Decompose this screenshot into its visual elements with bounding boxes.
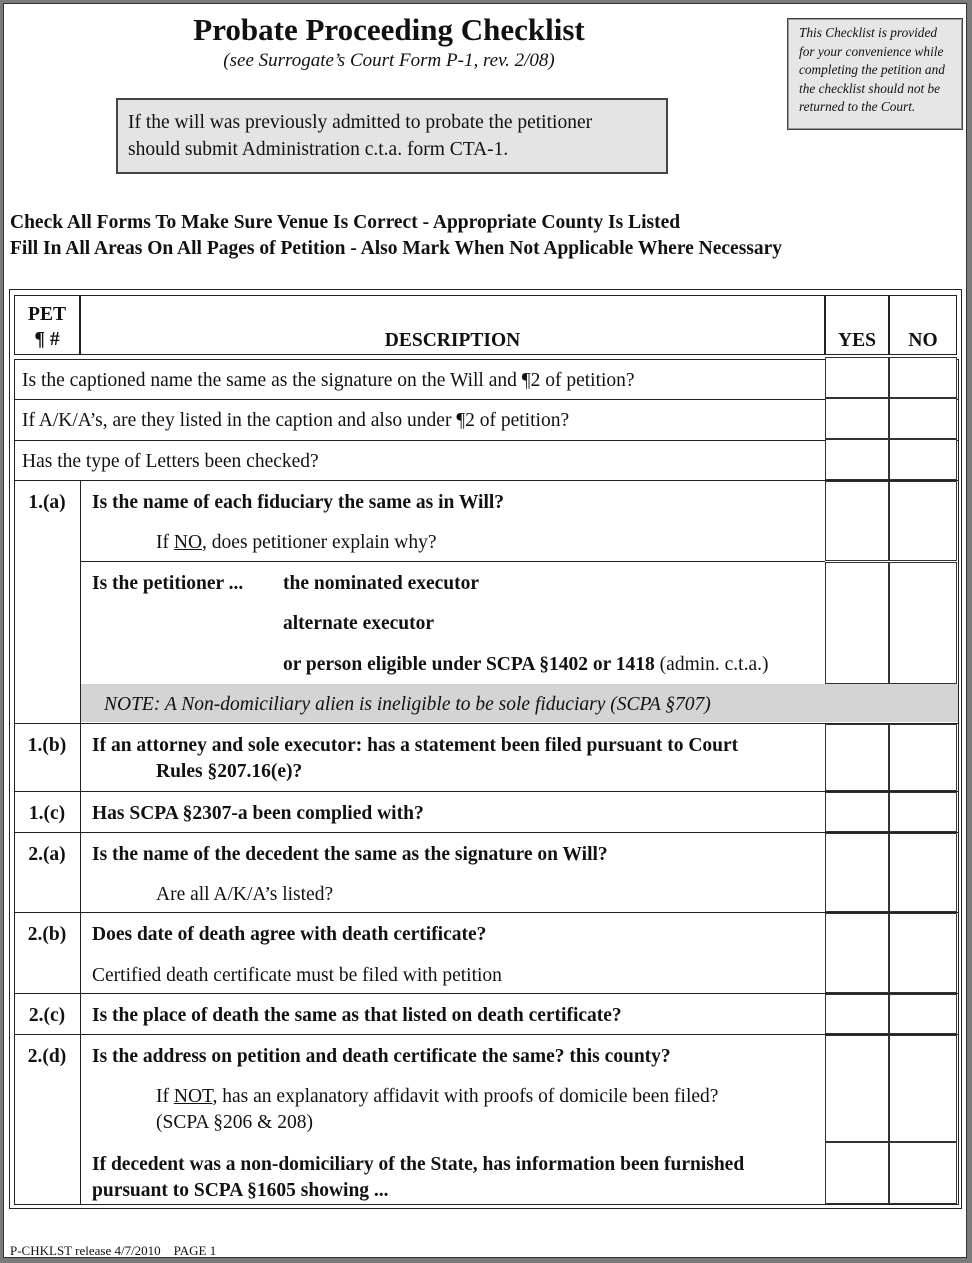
row-divider <box>14 791 959 792</box>
convenience-notice <box>787 18 963 130</box>
page-title: Probate Proceeding Checklist <box>193 12 585 47</box>
paragraph-number: 2.(c) <box>28 1005 66 1026</box>
no-checkbox[interactable] <box>889 833 957 912</box>
yes-checkbox[interactable] <box>825 724 889 791</box>
col-divider <box>958 359 959 1204</box>
question-scpa-2307a: Has SCPA §2307-a been complied with? <box>92 803 424 824</box>
yes-checkbox[interactable] <box>825 562 889 684</box>
no-checkbox[interactable] <box>889 913 957 993</box>
scpa-reference: (SCPA §206 & 208) <box>156 1112 313 1133</box>
paragraph-number: 2.(a) <box>28 844 66 865</box>
cta-note-box <box>116 98 668 174</box>
instruction-venue: Check All Forms To Make Sure Venue Is Correct - Appropriate County Is Listed <box>10 212 681 233</box>
yes-checkbox[interactable] <box>825 913 889 993</box>
question-attorney-executor-cont: Rules §207.16(e)? <box>156 761 303 782</box>
row-divider <box>14 1204 959 1205</box>
header-paragraph-label: ¶ # <box>34 329 60 350</box>
option-nominated-executor: the nominated executor <box>283 573 480 594</box>
note-death-certificate: Certified death certificate must be filed with petition <box>92 965 502 986</box>
no-checkbox[interactable] <box>889 357 957 398</box>
form-reference: (see Surrogate’s Court Form P-1, rev. 2/08) <box>223 50 555 71</box>
no-checkbox[interactable] <box>889 481 957 561</box>
row-divider <box>14 399 959 400</box>
yes-checkbox[interactable] <box>825 1142 889 1204</box>
notice-line-4: the checklist should not be <box>799 80 941 96</box>
underlined-no: NO <box>173 532 203 553</box>
row-divider <box>14 359 959 360</box>
paragraph-number: 2.(b) <box>27 924 67 945</box>
note-nondomiciliary-alien: NOTE: A Non-domiciliary alien is ineligible to be sole fiduciary (SCPA §707) <box>104 694 711 715</box>
header-pet-label: PET <box>28 304 66 325</box>
no-checkbox[interactable] <box>889 994 957 1034</box>
notice-line-5: returned to the Court. <box>799 99 916 114</box>
question-domicile-affidavit <box>156 1086 718 1108</box>
row-divider <box>14 440 959 441</box>
question-place-of-death: Is the place of death the same as that listed on death certificate? <box>92 1005 622 1026</box>
checklist-page <box>3 3 967 1258</box>
header-yes-cell <box>825 295 889 355</box>
col-divider <box>80 480 81 1204</box>
question-fiduciary-name: Is the name of each fiduciary the same as in Will? <box>92 492 505 513</box>
header-yes-label: YES <box>838 330 876 351</box>
row-divider <box>14 723 959 724</box>
notice-line-3: completing the petition and <box>799 62 945 77</box>
yes-checkbox[interactable] <box>825 481 889 561</box>
cta-note-line-1: If the will was previously admitted to probate the petitioner <box>128 112 593 133</box>
underlined-not: NOT <box>173 1086 213 1107</box>
header-description-label: DESCRIPTION <box>384 330 521 351</box>
instruction-fill-all: Fill In All Areas On All Pages of Petition - Also Mark When Not Applicable Where Necessary <box>10 238 783 259</box>
sub-prefix: If <box>156 532 174 553</box>
no-checkbox[interactable] <box>889 1035 957 1142</box>
col-divider <box>14 359 15 1204</box>
question-letters-type: Has the type of Letters been checked? <box>22 451 319 472</box>
row-divider <box>14 993 959 994</box>
paragraph-number: 1.(a) <box>28 492 66 513</box>
question-aka-all-listed: Are all A/K/A’s listed? <box>156 884 334 905</box>
question-explain-why <box>156 532 437 554</box>
question-decedent-name: Is the name of the decedent the same as the signature on Will? <box>92 844 608 865</box>
row-divider <box>14 480 959 481</box>
paragraph-number: 2.(d) <box>27 1046 67 1067</box>
option-alternate-executor: alternate executor <box>283 613 435 634</box>
question-date-of-death: Does date of death agree with death certificate? <box>92 924 487 945</box>
question-nondomiciliary: If decedent was a non-domiciliary of the State, has information been furnished <box>92 1154 745 1175</box>
notice-line-1: This Checklist is provided <box>799 25 938 40</box>
notice-line-2: for your convenience while <box>799 43 944 59</box>
sub-suffix: , has an explanatory affidavit with proofs of domicile been filed? <box>212 1086 719 1107</box>
yes-checkbox[interactable] <box>825 792 889 832</box>
no-checkbox[interactable] <box>889 398 957 439</box>
header-no-cell <box>889 295 957 355</box>
row-divider <box>14 912 959 913</box>
paragraph-number: 1.(b) <box>27 735 67 756</box>
sub-prefix: If <box>156 1086 174 1107</box>
no-checkbox[interactable] <box>889 792 957 832</box>
option-eligible-tail: (admin. c.t.a.) <box>654 654 769 675</box>
yes-checkbox[interactable] <box>825 1035 889 1142</box>
header-no-label: NO <box>908 330 938 351</box>
no-checkbox[interactable] <box>889 439 957 480</box>
paragraph-number: 1.(c) <box>28 803 66 824</box>
no-checkbox[interactable] <box>889 1142 957 1204</box>
no-checkbox[interactable] <box>889 562 957 684</box>
header-pet-cell <box>14 295 80 355</box>
yes-checkbox[interactable] <box>825 398 889 439</box>
question-caption-name: Is the captioned name the same as the signature on the Will and ¶2 of petition? <box>22 370 635 391</box>
question-aka-listed: If A/K/A’s, are they listed in the caption and also under ¶2 of petition? <box>22 410 570 431</box>
question-address-county: Is the address on petition and death certificate the same? this county? <box>92 1046 671 1067</box>
yes-checkbox[interactable] <box>825 833 889 912</box>
question-nondomiciliary-cont: pursuant to SCPA §1605 showing ... <box>92 1180 389 1201</box>
yes-checkbox[interactable] <box>825 994 889 1034</box>
yes-checkbox[interactable] <box>825 357 889 398</box>
yes-checkbox[interactable] <box>825 439 889 480</box>
question-attorney-executor: If an attorney and sole executor: has a statement been filed pursuant to Court <box>92 735 739 756</box>
row-divider <box>80 561 825 562</box>
option-eligible-person <box>283 654 769 676</box>
sub-suffix: , does petitioner explain why? <box>202 532 437 553</box>
option-eligible-bold: or person eligible under SCPA §1402 or 1418 <box>283 654 655 675</box>
header-description-cell <box>80 295 825 355</box>
no-checkbox[interactable] <box>889 724 957 791</box>
page-footer: P-CHKLST release 4/7/2010 PAGE 1 <box>10 1243 217 1258</box>
cta-note-line-2: should submit Administration c.t.a. form CTA-1. <box>128 139 509 160</box>
row-divider <box>14 832 959 833</box>
row-divider <box>14 1034 959 1035</box>
question-petitioner-role: Is the petitioner ... <box>92 573 244 594</box>
